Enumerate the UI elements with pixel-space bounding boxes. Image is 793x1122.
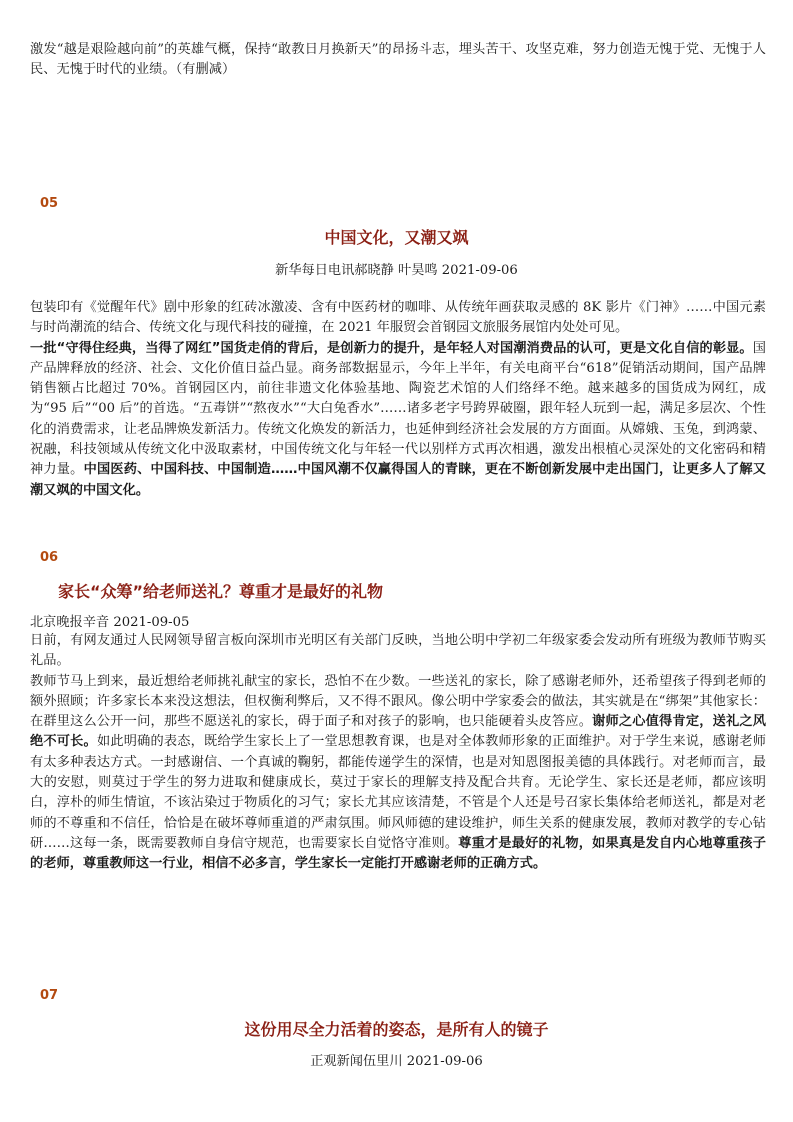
section-number-07: 07 xyxy=(40,988,59,1003)
section-06-body xyxy=(30,631,766,875)
section-05-body-text: 国产品牌释放的经济、社会、文化价值日益凸显。商务部数据显示，今年上半年，有关电商平台“618”促销活动期间，国产品牌销售额占比超过 70%。首钢园区内，前往非遗文化体验基地、陶瓷艺术馆的人们络绎不绝。越来越多的国货成为网红，成为“95 后”“00 后”的首选。“五毒饼”“熬夜水”“大白兔香水”……诸多老字号跨界破圈，跟年轻人玩到一起，满足多层次、个性化的消费需求，让老品牌焕发新活力。传统文化焕发的新活力，也延伸到经济社会发展的方方面面。从嫦娥、玉兔，到鸿蒙、祝融，科技领域从传统文化中汲取素材，中国传统文化与年轻一代以别样方式再次相遇，激发出根植心灵深处的文化密码和精神力量。 xyxy=(30,340,766,478)
section-05-title: 中国文化，又潮又飒 xyxy=(324,228,469,247)
section-07-title: 这份用尽全力活着的姿态，是所有人的镜子 xyxy=(244,1020,549,1039)
section-05-conclusion: 中国医药、中国科技、中国制造……中国风潮不仅赢得国人的青睐，更在不断创新发展中走出国门，让更多人了解又潮又飒的中国文化。 xyxy=(30,462,767,498)
section-05-highlight: 一批“守得住经典，当得了网红”国货走俏的背后，是创新力的提升，是年轻人对国潮消费品的认可，更是文化自信的彰显。 xyxy=(30,340,753,356)
section-06-paragraph-1: 日前，有网友通过人民网领导留言板向深圳市光明区有关部门反映，当地公明中学初二年级家委会发动所有班级为教师节购买礼品。 xyxy=(30,633,766,669)
section-06-body-text-b: 如此明确的表态，既给学生家长上了一堂思想教育课，也是对全体教师形象的正面维护。对于学生来说，感谢老师有太多种表达方式。一封感谢信、一个真诚的鞠躬，都能传递学生的深情，也是对知恩图报美德的具体践行。对老师而言，最大的安慰，则莫过于学生的努力进取和健康成长，莫过于家长的理解支持及配合共育。无论学生、家长还是老师，都应该明白，淳朴的师生情谊，不该沾染过于物质化的习气；家长尤其应该清楚，不管是个人还是号召家长集体给老师送礼，都是对老师的不尊重和不信任，恰恰是在破坏尊师重道的严肃氛围。师风师德的建设维护，师生关系的健康发展，教师对教学的专心钻研……这每一条，既需要教师自身信守规范，也需要家长自觉恪守准则。 xyxy=(30,734,767,851)
section-06-byline: 北京晚报辛音 2021-09-05 xyxy=(30,615,190,630)
section-05-paragraph-2 xyxy=(30,339,766,501)
section-06-highlight: 谢师之心值得肯定，送礼之风绝不可长。 xyxy=(30,714,766,750)
section-05-paragraph-1: 包装印有《觉醒年代》剧中形象的红砖冰激凌、含有中医药材的咖啡、从传统年画获取灵感的 8K 影片《门神》……中国元素与时尚潮流的结合、传统文化与现代科技的碰撞，在 2021 年服贸会首钢园文旅服务展馆内处处可见。 xyxy=(30,300,766,336)
section-05-byline: 新华每日电讯郝晓静 叶昊鸣 2021-09-06 xyxy=(275,263,518,278)
section-06-conclusion: 尊重才是最好的礼物，如果真是发自内心地尊重孩子的老师，尊重教师这一行业，相信不必多言，学生家长一定能打开感谢老师的正确方式。 xyxy=(30,835,766,872)
section-06-paragraph-2 xyxy=(30,672,766,875)
section-number-06: 06 xyxy=(40,550,59,565)
section-06-body-text-a: 教师节马上到来，最近想给老师挑礼献宝的家长，恐怕不在少数。一些送礼的家长，除了感谢老师外，还希望孩子得到老师的额外照顾；许多家长本来没这想法，但权衡利弊后，又不得不跟风。像公明中学家委会的做法，其实就是在“绑架”其他家长：在群里这么公开一问，那些不愿送礼的家长，碍于面子和对孩子的影响，也只能硬着头皮答应。 xyxy=(30,673,766,730)
intro-paragraph: 激发“越是艰险越向前”的英雄气概，保持“敢教日月换新天”的昂扬斗志，埋头苦干、攻坚克难，努力创造无愧于党、无愧于人民、无愧于时代的业绩。（有删减） xyxy=(30,42,766,78)
section-number-05: 05 xyxy=(40,196,59,211)
section-06-title: 家长“众筹”给老师送礼？尊重才是最好的礼物 xyxy=(58,582,384,601)
section-05-body xyxy=(30,298,766,501)
section-07-byline: 正观新闻伍里川 2021-09-06 xyxy=(310,1054,483,1069)
